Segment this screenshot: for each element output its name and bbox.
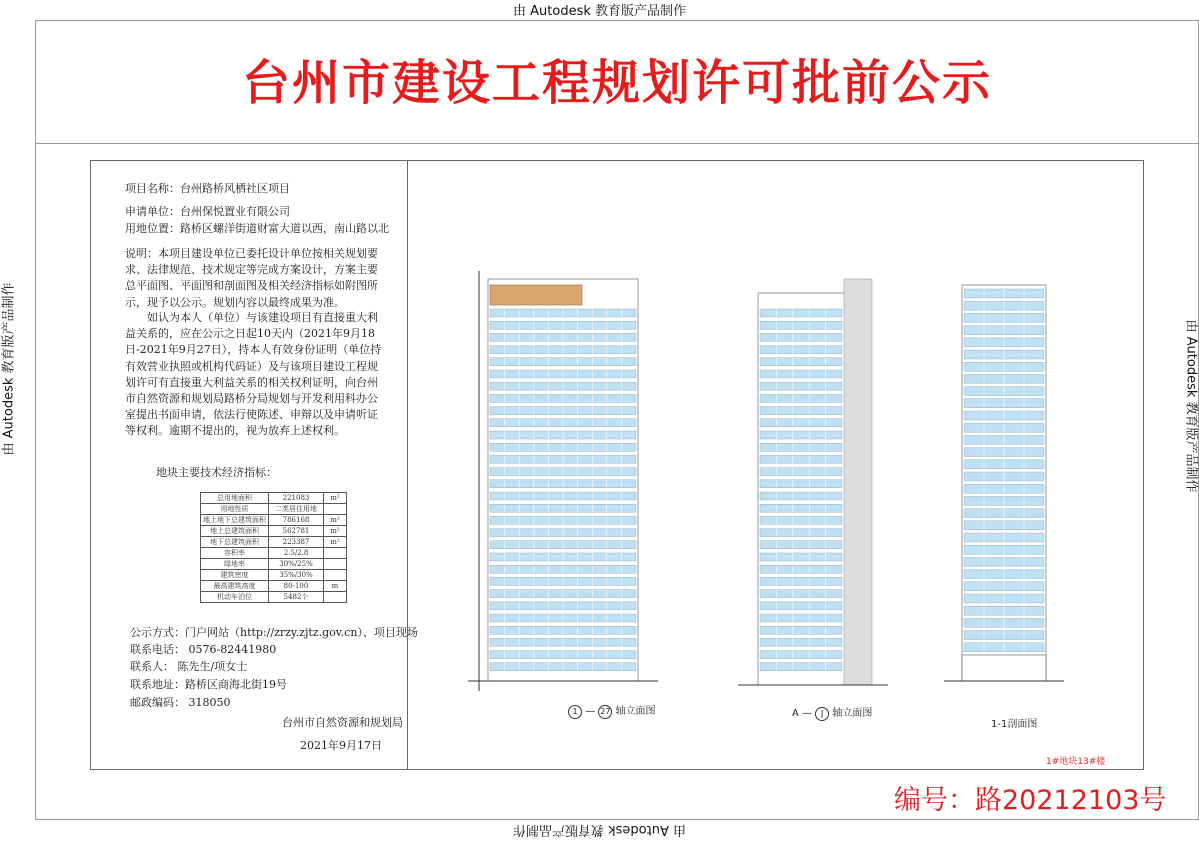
watermark-bottom: 由 Autodesk 教育版产品制作 — [0, 822, 1199, 841]
floor-band — [760, 468, 842, 476]
floor-band — [760, 504, 842, 512]
floor-band — [760, 577, 842, 585]
indicator-key: 容积率 — [201, 548, 269, 559]
section-1-1 — [944, 285, 1064, 681]
indicator-row — [201, 504, 347, 515]
title-divider — [35, 143, 1199, 144]
indicator-unit: m — [324, 581, 347, 592]
floor-band — [760, 346, 842, 354]
watermark-right: 由 Autodesk 教育版产品制作 — [1184, 320, 1199, 460]
indicator-key: 地上总建筑面积 — [201, 526, 269, 537]
floor-band — [760, 333, 842, 341]
issue-date: 2021年9月17日 — [300, 737, 382, 755]
indicator-unit: m² — [324, 493, 347, 504]
indicator-row — [201, 548, 347, 559]
indicator-value: 二类居住用地 — [269, 504, 324, 515]
indicator-row — [201, 515, 347, 526]
indicator-value: 30%/25% — [269, 559, 324, 570]
indicator-unit: m² — [324, 515, 347, 526]
indicator-row — [201, 592, 347, 603]
indicator-unit: m² — [324, 537, 347, 548]
floor-band — [760, 492, 842, 500]
indicator-key: 地上地下总建筑面积 — [201, 515, 269, 526]
indicator-row — [201, 493, 347, 504]
contact-person: 联系人： 陈先生/项女士 — [130, 658, 247, 676]
elevation-1-27 — [468, 271, 658, 691]
floor-band — [760, 419, 842, 427]
elevation-2-title: 轴立面图 — [832, 708, 872, 719]
floor-band — [760, 541, 842, 549]
contact-address: 联系地址：路桥区商海北街19号 — [130, 676, 287, 694]
axis-end: J — [815, 707, 829, 721]
elevation-drawings — [408, 161, 1143, 769]
elevation-1-title: 轴立面图 — [616, 706, 656, 717]
floor-band — [760, 529, 842, 537]
floor-band — [760, 358, 842, 366]
section-label: 1-1剖面图 — [991, 715, 1037, 730]
indicator-unit: m² — [324, 526, 347, 537]
contact-phone: 联系电话： 0576-82441980 — [130, 641, 276, 659]
plot-note: 1#地块13#楼 — [1046, 754, 1105, 767]
floor-band — [760, 614, 842, 622]
floor-band — [760, 651, 842, 659]
floor-band — [760, 480, 842, 488]
indicator-unit — [324, 504, 347, 515]
indicator-row — [201, 581, 347, 592]
watermark-left: 由 Autodesk 教育版产品制作 — [0, 316, 17, 456]
project-name: 项目名称：台州路桥风栖社区项目 — [125, 180, 290, 198]
floor-band — [760, 553, 842, 561]
indicator-value: 35%/30% — [269, 570, 324, 581]
floor-band — [760, 626, 842, 634]
indicator-unit — [324, 592, 347, 603]
floor-band — [760, 382, 842, 390]
floor-band — [760, 321, 842, 329]
floor-band — [760, 638, 842, 646]
explanation-p2: 如认为本人（单位）与该建设项目有直接重大利益关系的，应在公示之日起10天内（2021年9月18日-2021年9月27日），持本人有效身份证明（单位持有效营业执照或机构代码证）及与该项目建设工程规划许可有直接重大利益关系的相关权利证明，向台州市自然资源和规划局路桥分局规划与开发利用科办公室提出书面申请，依法行使陈述、申辩以及申请听证等权利。逾期不提出的，视为放弃上述权利。 — [125, 310, 383, 440]
indicator-row — [201, 570, 347, 581]
indicator-value: 221083 — [269, 493, 324, 504]
indicator-unit — [324, 559, 347, 570]
indicator-row — [201, 537, 347, 548]
indicator-row — [201, 559, 347, 570]
indicator-key: 机动车泊位 — [201, 592, 269, 603]
indicator-row — [201, 526, 347, 537]
floor-band — [760, 407, 842, 415]
explanation-p1: 说明：本项目建设单位已委托设计单位按相关规划要求、法律规范、技术规定等完成方案设计，方案主要总平面图、平面图和剖面图及相关经济指标如附图所示，现予以公示。规划内容以最终成果为准。 — [125, 246, 383, 311]
floor-band — [760, 602, 842, 610]
elevation-2-label: A — J 轴立面图 — [792, 704, 872, 721]
document-code: 编号：路20212103号 — [894, 778, 1166, 817]
floor-band — [760, 309, 842, 317]
indicator-value: 786168 — [269, 515, 324, 526]
indicator-key: 建筑密度 — [201, 570, 269, 581]
indicator-value: 2.5/2.8 — [269, 548, 324, 559]
indicator-value: 80-100 — [269, 581, 324, 592]
indicator-unit — [324, 548, 347, 559]
location: 用地位置：路桥区螺洋街道财富大道以西，南山路以北 — [125, 220, 389, 238]
floor-band — [760, 370, 842, 378]
floor-band — [760, 431, 842, 439]
floor-band — [760, 455, 842, 463]
floor-band — [760, 443, 842, 451]
axis-end: 27 — [598, 705, 612, 719]
indicator-value: 5482个 — [269, 592, 324, 603]
contact-method: 公示方式：门户网站（http://zrzy.zjtz.gov.cn）、项目现场 — [130, 624, 418, 642]
indicator-key: 绿地率 — [201, 559, 269, 570]
axis-start: A — [792, 708, 799, 719]
page-title: 台州市建设工程规划许可批前公示 — [35, 44, 1199, 113]
floor-band — [760, 565, 842, 573]
contact-postcode: 邮政编码： 318050 — [130, 694, 231, 712]
indicator-key: 用地性质 — [201, 504, 269, 515]
indicator-key: 地下总建筑面积 — [201, 537, 269, 548]
elevation-a-j — [738, 279, 888, 685]
indicators-heading: 地块主要技术经济指标： — [156, 464, 277, 482]
indicator-key: 最高建筑高度 — [201, 581, 269, 592]
elevation-1-label: 1 — 27 轴立面图 — [568, 702, 656, 719]
indicators-table — [200, 492, 347, 603]
floor-band — [760, 516, 842, 524]
indicator-unit — [324, 570, 347, 581]
indicator-key: 总用地面积 — [201, 493, 269, 504]
floor-band — [760, 590, 842, 598]
floor-band — [760, 394, 842, 402]
axis-start: 1 — [568, 705, 582, 719]
applicant: 申请单位：台州保悦置业有限公司 — [125, 203, 290, 221]
floor-band — [760, 663, 842, 671]
indicator-value: 562781 — [269, 526, 324, 537]
watermark-top: 由 Autodesk 教育版产品制作 — [0, 0, 1199, 19]
indicator-value: 223387 — [269, 537, 324, 548]
issuer: 台州市自然资源和规划局 — [282, 714, 403, 732]
